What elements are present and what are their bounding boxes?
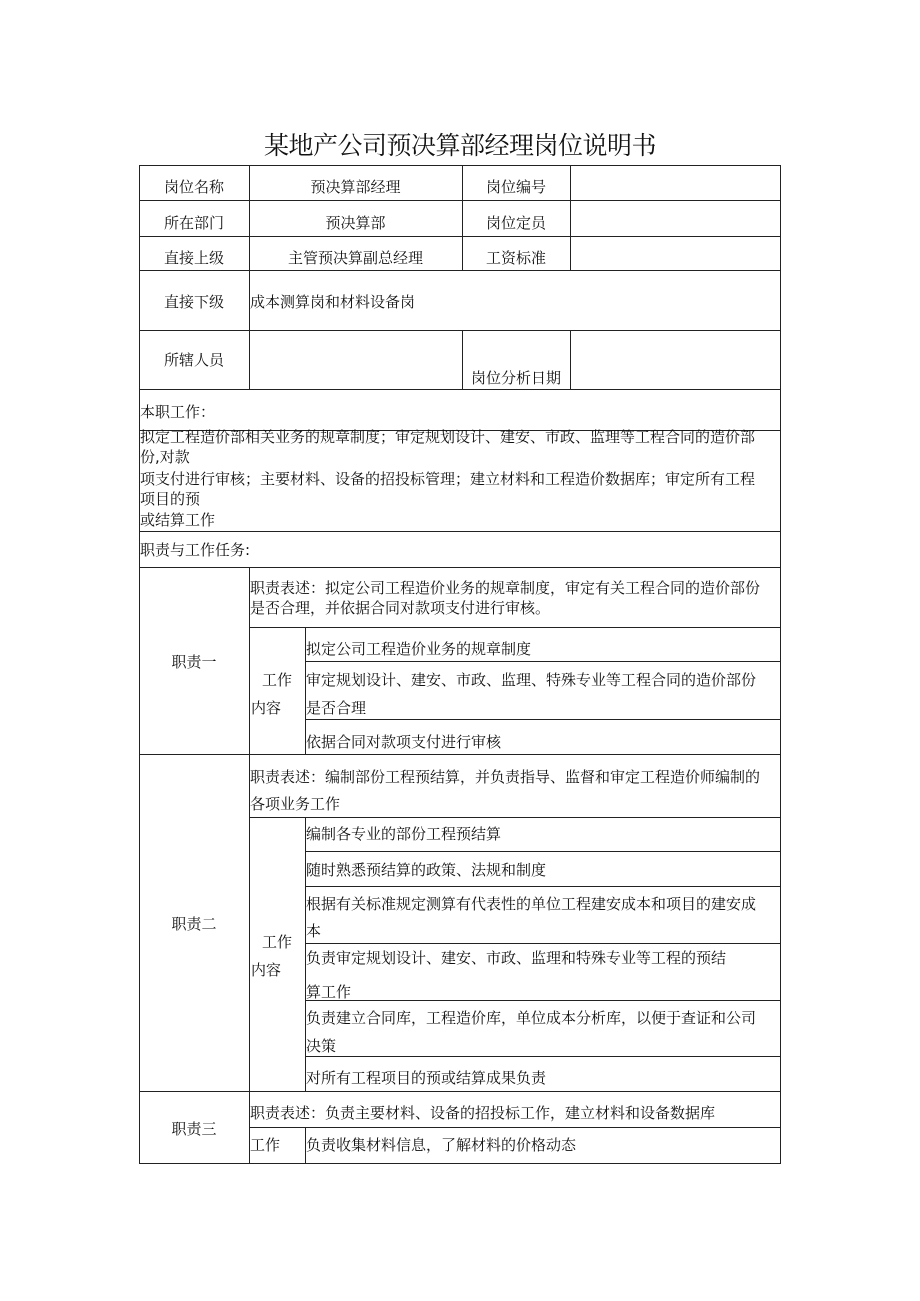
subordinate-label: 直接下级: [163, 293, 224, 311]
work-content-label: 内容: [251, 961, 282, 979]
summary-line: 份,对款: [140, 448, 190, 466]
work-content-label: 工作: [262, 933, 293, 951]
headcount-label: 岗位定员: [485, 214, 546, 232]
duty-item: 负责收集材料信息，了解材料的价格动态: [306, 1136, 577, 1154]
duty-item: 拟定公司工程造价业务的规章制度: [306, 640, 532, 658]
page-title: 某地产公司预决算部经理岗位说明书: [263, 131, 656, 160]
superior-label: 直接上级: [163, 249, 224, 267]
salary-label: 工资标准: [485, 249, 546, 267]
duty-item: 依据合同对款项支付进行审核: [306, 733, 502, 751]
summary-line: 项支付进行审核；主要材料、设备的招投标管理；建立材料和工程造价数据库；审定所有工程: [140, 470, 756, 488]
superior-value: 主管预决算副总经理: [287, 249, 423, 267]
duty-item: 根据有关标准规定测算有代表性的单位工程建安成本和项目的建安成: [306, 895, 757, 913]
duty-statement: 各项业务工作: [250, 795, 341, 813]
work-content-label: 工作: [250, 1136, 281, 1154]
summary-line: 或结算工作: [140, 511, 216, 529]
duties-section-label: 职责与工作任务:: [140, 541, 251, 559]
duty-item: 负责审定规划设计、建安、市政、监理和特殊专业等工程的预结: [306, 949, 727, 967]
duty-name: 职责一: [171, 653, 217, 671]
summary-line: 项目的预: [140, 490, 201, 508]
duty-item: 本: [306, 922, 322, 940]
duty-statement: 职责表述：拟定公司工程造价业务的规章制度，审定有关工程合同的造价部份: [250, 579, 761, 597]
subordinate-value: 成本测算岗和材料设备岗: [250, 293, 416, 311]
summary-label: 本职工作：: [140, 403, 216, 421]
duty-statement: 职责表述：编制部份工程预结算，并负责指导、监督和审定工程造价师编制的: [250, 768, 761, 786]
duty-item: 是否合理: [306, 699, 367, 717]
analysis-date-label: 岗位分析日期: [470, 369, 561, 387]
work-content-label: 内容: [251, 699, 282, 717]
department-value: 预决算部: [325, 214, 386, 232]
managed-label: 所辖人员: [163, 351, 224, 369]
duty-item: 审定规划设计、建安、市政、监理、特殊专业等工程合同的造价部份: [306, 671, 757, 689]
duty-item: 决策: [306, 1037, 337, 1055]
duty-item: 编制各专业的部份工程预结算: [306, 825, 502, 843]
duty-name: 职责三: [171, 1120, 217, 1138]
duty-item: 算工作: [306, 983, 352, 1001]
duty-name: 职责二: [171, 915, 217, 933]
department-label: 所在部门: [163, 214, 224, 232]
position-name-label: 岗位名称: [163, 178, 224, 196]
work-content-label: 工作: [262, 671, 293, 689]
duty-item: 对所有工程项目的预或结算成果负责: [306, 1069, 547, 1087]
position-name-value: 预决算部经理: [310, 178, 401, 196]
duty-item: 随时熟悉预结算的政策、法规和制度: [306, 861, 547, 879]
duty-statement: 是否合理，并依据合同对款项支付进行审核。: [250, 599, 551, 617]
position-no-label: 岗位编号: [485, 178, 546, 196]
duty-statement: 职责表述：负责主要材料、设备的招投标工作，建立材料和设备数据库: [250, 1104, 716, 1122]
duty-item: 负责建立合同库，工程造价库，单位成本分析库，以便于查证和公司: [306, 1009, 757, 1027]
summary-line: 拟定工程造价部相关业务的规章制度；审定规划设计、建安、市政、监理等工程合同的造价部: [140, 428, 756, 446]
